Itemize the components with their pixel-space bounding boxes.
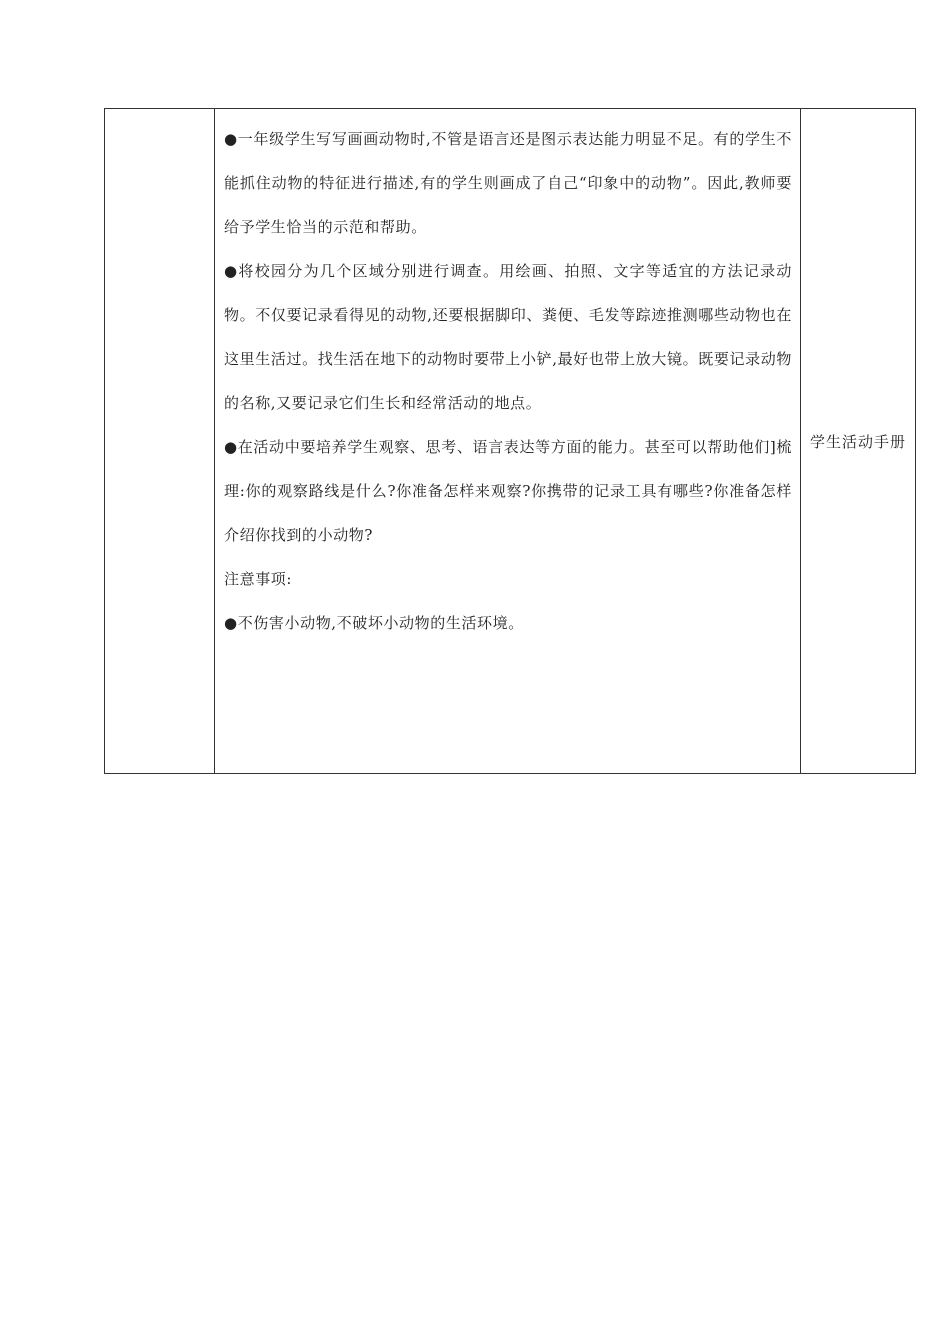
table-row	[105, 109, 916, 774]
paragraph-campus-survey: ●将校园分为几个区域分别进行调查。用绘画、拍照、文字等适宜的方法记录动物。不仅要记录看得见的动物,还要根据脚印、粪便、毛发等踪迹推测哪些动物也在这里生活过。找生活在地下的动物时要带上小铲,最好也带上放大镜。既要记录动物的名称,又要记录它们生长和经常活动的地点。	[224, 262, 792, 412]
paragraph-notes-heading: 注意事项:	[224, 570, 293, 588]
activity-table	[104, 108, 916, 774]
left-empty-cell	[105, 109, 215, 774]
resource-cell: 学生活动手册	[801, 109, 916, 774]
paragraph-ability-training: ●在活动中要培养学生观察、思考、语言表达等方面的能力。甚至可以帮助他们]梳理:你的观察路线是什么?你准备怎样来观察?你携带的记录工具有哪些?你准备怎样介绍你找到的小动物?	[224, 438, 792, 544]
activity-guidance-cell	[215, 109, 801, 774]
paragraph-expression-ability: ●一年级学生写写画画动物时,不管是语言还是图示表达能力明显不足。有的学生不能抓住动物的特征进行描述,有的学生则画成了自己“印象中的动物”。因此,教师要给予学生恰当的示范和帮助。	[224, 130, 792, 236]
paragraph-protect-animals: ●不伤害小动物,不破坏小动物的生活环境。	[224, 614, 524, 632]
